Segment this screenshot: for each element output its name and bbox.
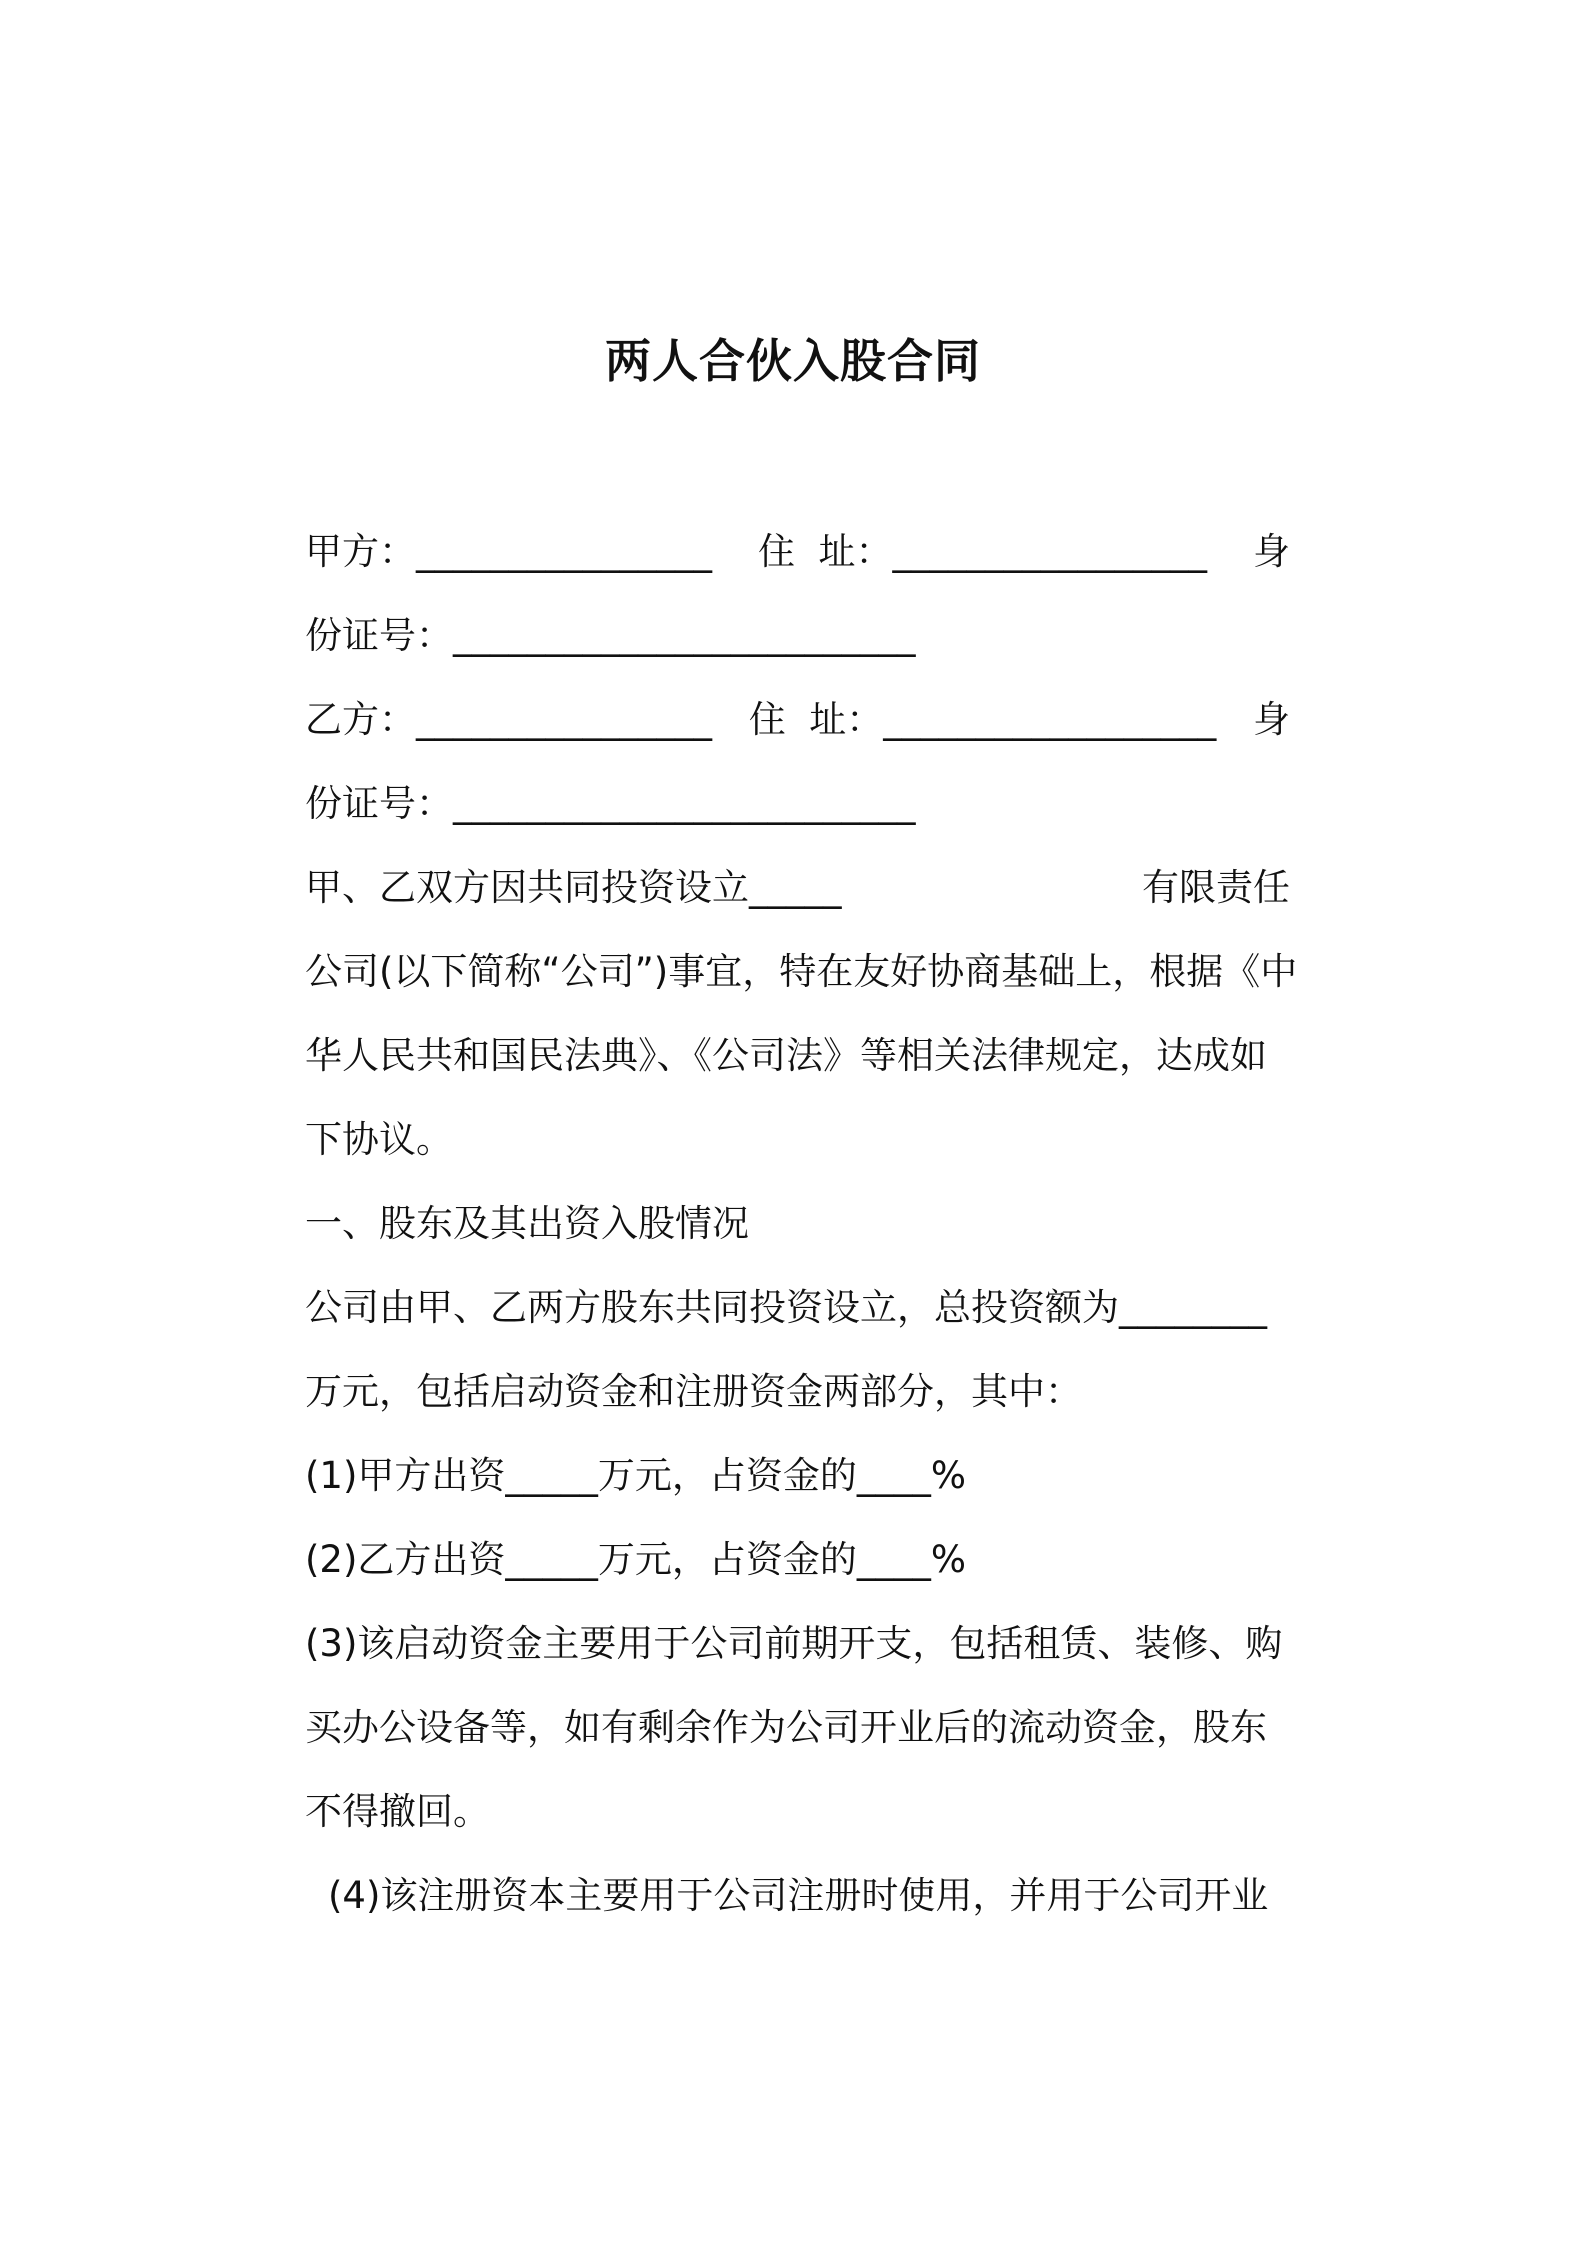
section-heading-1: 一、股东及其出资入股情况 [305, 1202, 749, 1245]
clause-3-line-1: (3)该启动资金主要用于公司前期开支，包括租赁、装修、购 [305, 1622, 1283, 1665]
investment-line-2: 万元，包括启动资金和注册资金两部分，其中： [305, 1370, 1082, 1413]
party-b-id-line: 份证号：_________________________ [305, 782, 916, 825]
intro-line-4: 下协议。 [305, 1118, 453, 1161]
intro-line-1 [305, 862, 1290, 914]
party-b-address-field: 住 址：__________________ [748, 698, 1217, 741]
investment-line-1: 公司由甲、乙两方股东共同投资设立，总投资额为________ [305, 1286, 1267, 1329]
clause-4-line-1: (4)该注册资本主要用于公司注册时使用，并用于公司开业 [328, 1874, 1269, 1917]
party-b-line [305, 694, 1290, 746]
intro-line-3: 华人民共和国民法典》、《公司法》等相关法律规定，达成如 [305, 1034, 1267, 1077]
party-a-id-line: 份证号：_________________________ [305, 614, 916, 657]
party-a-name-field: 甲方：________________ [305, 530, 712, 573]
party-b-id-label-start: 身 [1253, 698, 1290, 741]
intro-company-blank: 甲、乙双方因共同投资设立_____ [305, 866, 842, 909]
page-title: 两人合伙入股合同 [605, 334, 981, 388]
clause-1: (1)甲方出资_____万元，占资金的____% [305, 1454, 967, 1497]
intro-company-type: 有限责任 [1142, 866, 1290, 909]
party-a-id-label-start: 身 [1253, 530, 1290, 573]
clause-3-line-2: 买办公设备等，如有剩余作为公司开业后的流动资金，股东 [305, 1706, 1267, 1749]
intro-line-2: 公司(以下简称“公司”)事宜，特在友好协商基础上，根据《中 [305, 950, 1298, 993]
party-a-address-field: 住 址：_________________ [757, 530, 1208, 573]
clause-2: (2)乙方出资_____万元，占资金的____% [305, 1538, 967, 1581]
party-b-name-field: 乙方：________________ [305, 698, 712, 741]
party-a-line [305, 526, 1290, 578]
clause-3-line-3: 不得撤回。 [305, 1790, 490, 1833]
